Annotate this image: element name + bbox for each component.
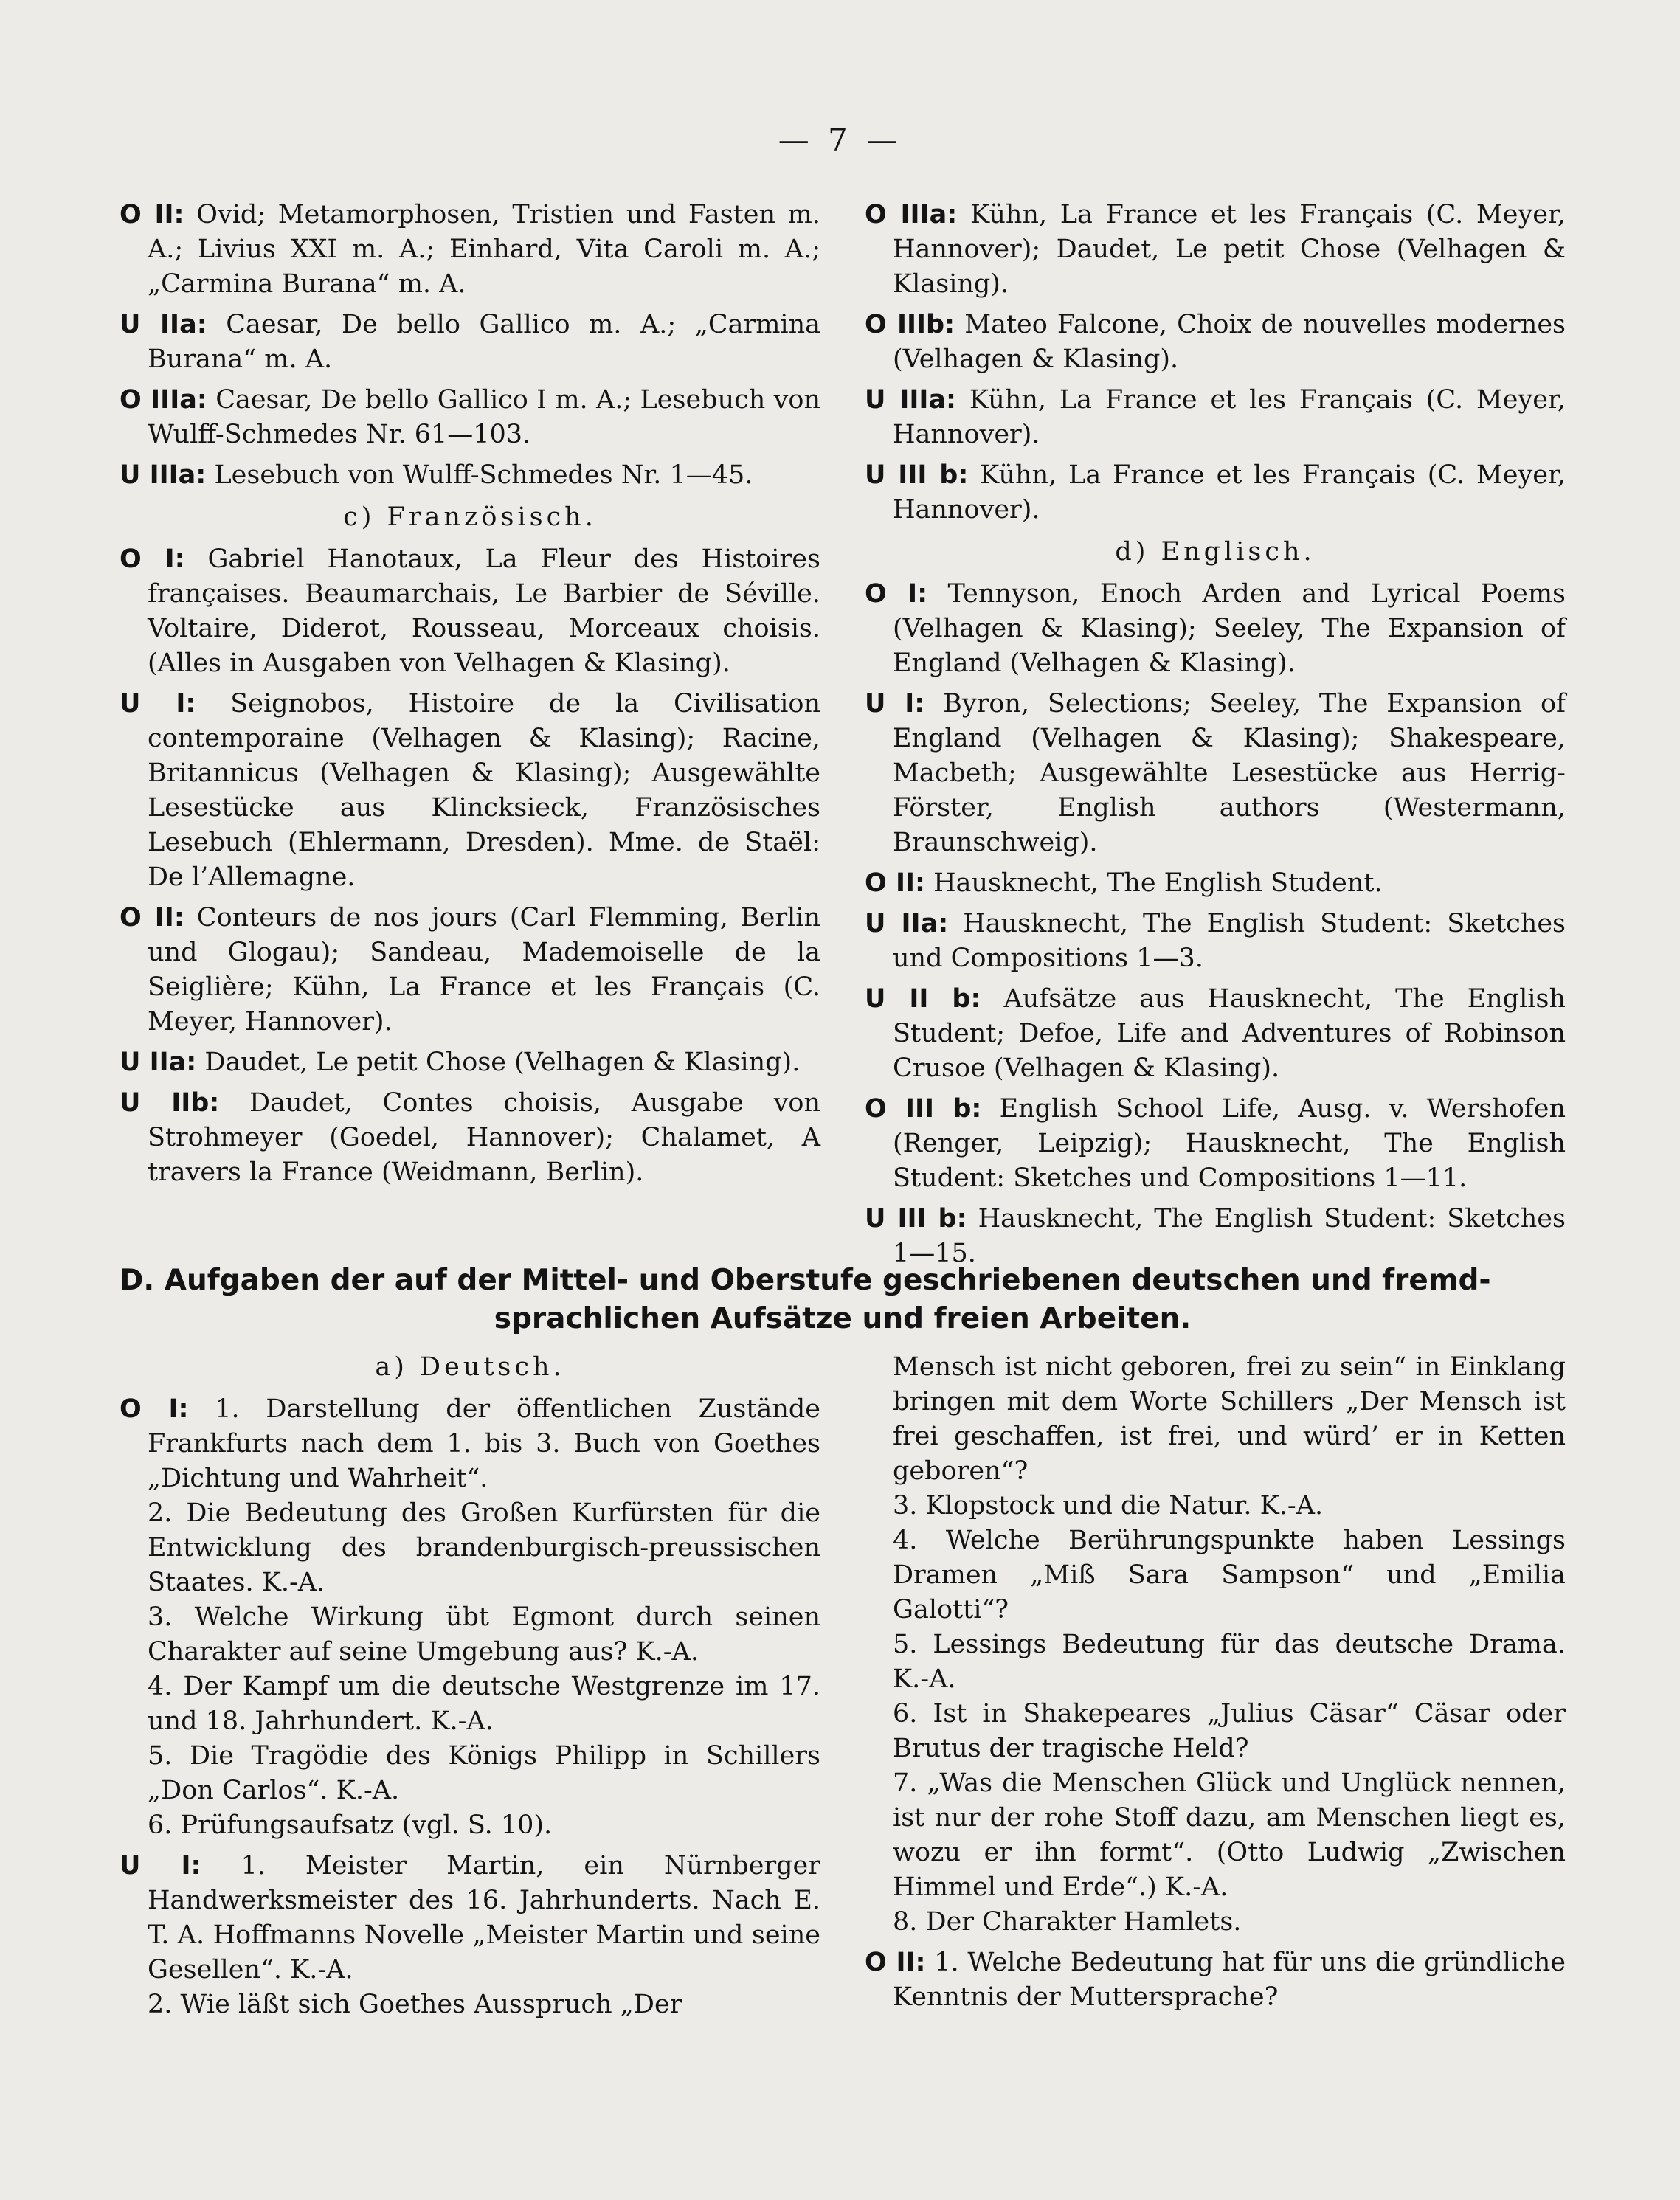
class-label: O II: [865,868,925,898]
essay-topic: 5. Die Tragödie des Königs Philipp in Schillers „Don Carlos“. K.-A. [148,1741,820,1805]
essay-topic: 8. Der Charakter Hamlets. [893,1907,1242,1937]
page-number: — 7 — [778,122,902,158]
essay-topic: 4. Der Kampf um die deutsche Westgrenze im 17. und 18. Jahrhundert. K.-A. [148,1672,820,1736]
essay-topic: 6. Prüfungsaufsatz (vgl. S. 10). [148,1810,553,1840]
essay-topic: 3. Klopstock und die Natur. K.-A. [893,1491,1324,1521]
french-entry [120,901,820,1040]
class-label: O II: [120,903,184,933]
essay-topic: Mensch ist nicht geboren, frei zu sein“ in Einklang bringen mit dem Worte Schillers „Der Mensch ist frei geschaffen, ist frei, und würd’ er in Ketten geboren“? [893,1352,1566,1486]
class-label: U IIIa: [120,460,207,490]
entry-text: Hausknecht, The English Student: Sketches 1—15. [893,1204,1566,1268]
essay-topic: 2. Wie läßt sich Goethes Ausspruch „Der [148,1990,682,2019]
entry-text: Caesar, De bello Gallico I m. A.; Lesebuch von Wulff-Schmedes Nr. 61—103. [148,385,820,449]
entry-text: Hausknecht, The English Student: Sketches und Compositions 1—3. [893,909,1566,973]
entry-text: Conteurs de nos jours (Carl Flemming, Berlin und Glogau); Sandeau, Mademoiselle de la Seiglière; Kühn, La France et les Français (C. Meyer, Hannover). [148,903,820,1037]
entry-text: Byron, Selections; Seeley, The Expansion of England (Velhagen & Klasing); Shakespeare, Macbeth; Ausgewählte Lesestücke aus Herrig-Förster, English authors (Westermann, Braunschweig). [893,689,1566,857]
essay-entry [120,1392,820,1496]
class-label: O II: [865,1948,926,1977]
essay-topic: 1. Darstellung der öffentlichen Zustände Frankfurts nach dem 1. bis 3. Buch von Goethes „Dichtung und Wahrheit“. [148,1394,820,1493]
section-d-line-2: sprachlichen Aufsätze und freien Arbeiten. [494,1302,1192,1335]
class-label: U III b: [865,1204,967,1234]
entry-text: Caesar, De bello Gallico m. A.; „Carmina Burana“ m. A. [148,310,821,374]
bottom-left-column [120,1350,820,2022]
entry-text: Tennyson, Enoch Arden and Lyrical Poems (Velhagen & Klasing); Seeley, The Expansion of England (Velhagen & Klasing). [893,579,1566,678]
entry-text: Ovid; Metamorphosen, Tristien und Fasten m. A.; Livius XXI m. A.; Einhard, Vita Caroli m. A.; „Carmina Burana“ m. A. [148,200,820,299]
french-entry [865,308,1566,377]
english-entry [865,577,1566,681]
french-heading: c) Französisch. [343,502,597,532]
essay-entry [865,1945,1566,2015]
section-d-heading [120,1262,1566,1338]
entry-text: Hausknecht, The English Student. [933,868,1383,898]
english-entry [865,1202,1566,1271]
class-label: U I: [120,689,196,719]
english-entry [865,866,1566,901]
essay-entry [120,1849,820,1988]
french-entry [865,383,1566,452]
entry-text: Kühn, La France et les Français (C. Meyer, Hannover). [893,460,1566,525]
class-label: U IIa: [120,1048,197,1077]
latin-entry [120,198,820,302]
class-label: O II: [120,200,184,229]
class-label: U IIb: [120,1088,220,1118]
entry-text: Daudet, Contes choisis, Ausgabe von Strohmeyer (Goedel, Hannover); Chalamet, A travers la France (Weidmann, Berlin). [148,1088,820,1187]
class-label: O IIIa: [865,200,958,229]
entry-text: Gabriel Hanotaux, La Fleur des Histoires françaises. Beaumarchais, Le Barbier de Séville. Voltaire, Diderot, Rousseau, Morceaux choisis. (Alles in Ausgaben von Velhagen & Klasing). [148,544,820,678]
english-entry [865,907,1566,976]
essay-topic: 1. Meister Martin, ein Nürnberger Handwerksmeister des 16. Jahrhunderts. Nach E. T. A. Hoffmanns Novelle „Meister Martin und seine Gesellen“. K.-A. [148,1851,821,1985]
class-label: U IIa: [865,909,949,938]
class-label: U I: [120,1851,201,1881]
essay-topic: 6. Ist in Shakepeares „Julius Cäsar“ Cäsar oder Brutus der tragische Held? [893,1699,1566,1763]
top-right-column [865,198,1566,1277]
class-label: O III b: [865,1094,982,1124]
french-entry [865,198,1566,302]
essay-topic: 4. Welche Berührungspunkte haben Lessings Dramen „Miß Sara Sampson“ und „Emilia Galotti“? [893,1526,1566,1625]
entry-text: Mateo Falcone, Choix de nouvelles modernes (Velhagen & Klasing). [893,310,1566,374]
english-entry [865,1092,1566,1196]
english-entry [865,687,1566,860]
entry-text: Kühn, La France et les Français (C. Meyer, Hannover). [893,385,1566,449]
french-entry [120,1086,820,1190]
essay-topic: 2. Die Bedeutung des Großen Kurfürsten für die Entwicklung des brandenburgisch-preussischen Staates. K.-A. [148,1498,820,1597]
class-label: U IIa: [120,310,207,339]
bottom-right-column [865,1350,1566,2015]
latin-entry [120,458,820,493]
english-heading: d) Englisch. [1115,537,1316,567]
essay-topic: 1. Welche Bedeutung hat für uns die gründliche Kenntnis der Muttersprache? [893,1948,1566,2012]
class-label: U II b: [865,984,981,1014]
entry-text: Kühn, La France et les Français (C. Meyer, Hannover); Daudet, Le petit Chose (Velhagen & Klasing). [893,200,1566,299]
class-label: U IIIa: [865,385,957,415]
class-label: O I: [120,1394,189,1424]
latin-entry [120,308,820,377]
entry-text: Aufsätze aus Hausknecht, The English Student; Defoe, Life and Adventures of Robinson Crusoe (Velhagen & Klasing). [893,984,1566,1083]
class-label: O I: [865,579,928,609]
entry-text: Daudet, Le petit Chose (Velhagen & Klasing). [204,1048,801,1077]
essay-topic: 5. Lessings Bedeutung für das deutsche Drama. K.-A. [893,1630,1566,1694]
section-d-line-1: D. Aufgaben der auf der Mittel- und Oberstufe geschriebenen deutschen und fremd- [120,1264,1491,1297]
class-label: U III b: [865,460,969,490]
class-label: U I: [865,689,925,719]
class-label: O I: [120,544,185,574]
class-label: O IIIb: [865,310,955,339]
essay-topic: 7. „Was die Menschen Glück und Unglück nennen, ist nur der rohe Stoff dazu, am Menschen liegt es, wozu er ihn formt“. (Otto Ludwig „Zwischen Himmel und Erde“.) K.-A. [893,1768,1566,1902]
english-entry [865,982,1566,1086]
essay-topic: 3. Welche Wirkung übt Egmont durch seinen Charakter auf seine Umgebung aus? K.-A. [148,1602,820,1667]
deutsch-heading: a) Deutsch. [375,1352,565,1382]
entry-text: Seignobos, Histoire de la Civilisation contemporaine (Velhagen & Klasing); Racine, Britannicus (Velhagen & Klasing); Ausgewählte Lesestücke aus Klincksieck, Französisches Lesebuch (Ehlermann, Dresden). Mme. de Staël: De l’Allemagne. [148,689,820,892]
latin-entry [120,383,820,452]
french-entry [120,1045,820,1080]
entry-text: Lesebuch von Wulff-Schmedes Nr. 1—45. [214,460,753,490]
french-entry [120,542,820,681]
class-label: O IIIa: [120,385,207,415]
entry-text: English School Life, Ausg. v. Wershofen (Renger, Leipzig); Hausknecht, The English Student: Sketches und Compositions 1—11. [893,1094,1566,1193]
french-entry [865,458,1566,527]
french-entry [120,687,820,895]
top-left-column [120,198,820,1196]
